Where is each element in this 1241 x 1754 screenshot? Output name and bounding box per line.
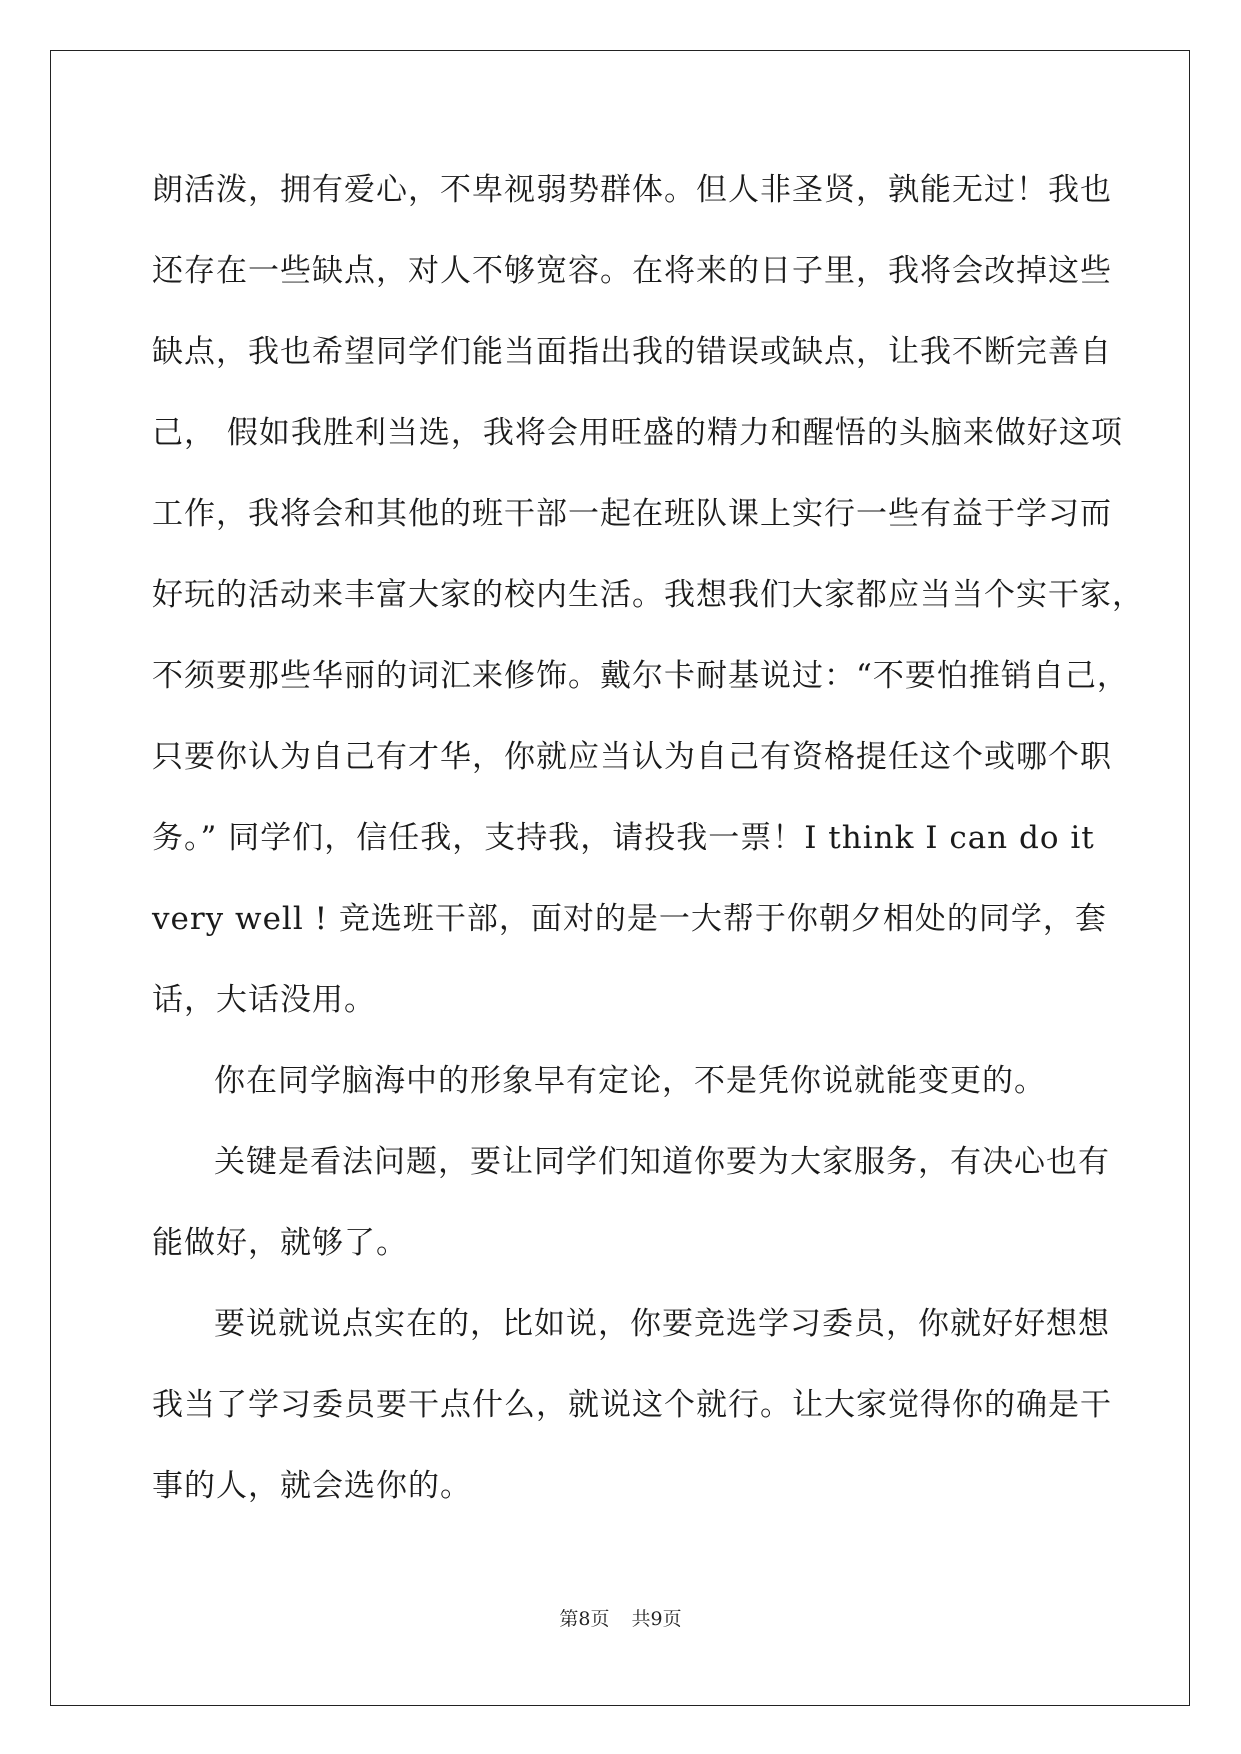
document-body (152, 160, 1144, 1537)
text-line: very well ! 竞选班干部，面对的是一大帮于你朝夕相处的同学，套 (152, 901, 1107, 937)
text-line: 好玩的活动来丰富大家的校内生活。我想我们大家都应当当个实干家， (152, 577, 1144, 613)
text-line: 能做好，就够了。 (152, 1225, 408, 1261)
page-footer (0, 1604, 1241, 1631)
text-line: 我当了学习委员要干点什么，就说这个就行。让大家觉得你的确是干 (152, 1387, 1112, 1423)
page-number-current: 第8页 (559, 1608, 610, 1630)
text-line: 不须要那些华丽的词汇来修饰。戴尔卡耐基说过：“不要怕推销自己， (152, 658, 1129, 694)
text-line: 工作，我将会和其他的班干部一起在班队课上实行一些有益于学习而 (152, 496, 1112, 532)
text-line: 朗活泼，拥有爱心，不卑视弱势群体。但人非圣贤，孰能无过！我也 (152, 172, 1112, 208)
text-line: 缺点，我也希望同学们能当面指出我的错误或缺点，让我不断完善自 (152, 334, 1112, 370)
paragraph-start-line: 关键是看法问题，要让同学们知道你要为大家服务，有决心也有 (214, 1144, 1110, 1180)
paragraph-start-line: 要说就说点实在的，比如说，你要竞选学习委员，你就好好想想 (214, 1306, 1110, 1342)
paragraph-start-line: 你在同学脑海中的形象早有定论，不是凭你说就能变更的。 (214, 1063, 1046, 1099)
page-number-total: 共9页 (631, 1608, 682, 1630)
text-line: 己， 假如我胜利当选，我将会用旺盛的精力和醒悟的头脑来做好这项 (152, 415, 1123, 451)
text-line: 事的人，就会选你的。 (152, 1468, 472, 1504)
text-line: 还存在一些缺点，对人不够宽容。在将来的日子里，我将会改掉这些 (152, 253, 1112, 289)
text-line: 务。” 同学们，信任我，支持我，请投我一票！I think I can do it (152, 820, 1095, 856)
text-line: 只要你认为自己有才华，你就应当认为自己有资格提任这个或哪个职 (152, 739, 1112, 775)
text-line: 话，大话没用。 (152, 982, 376, 1018)
